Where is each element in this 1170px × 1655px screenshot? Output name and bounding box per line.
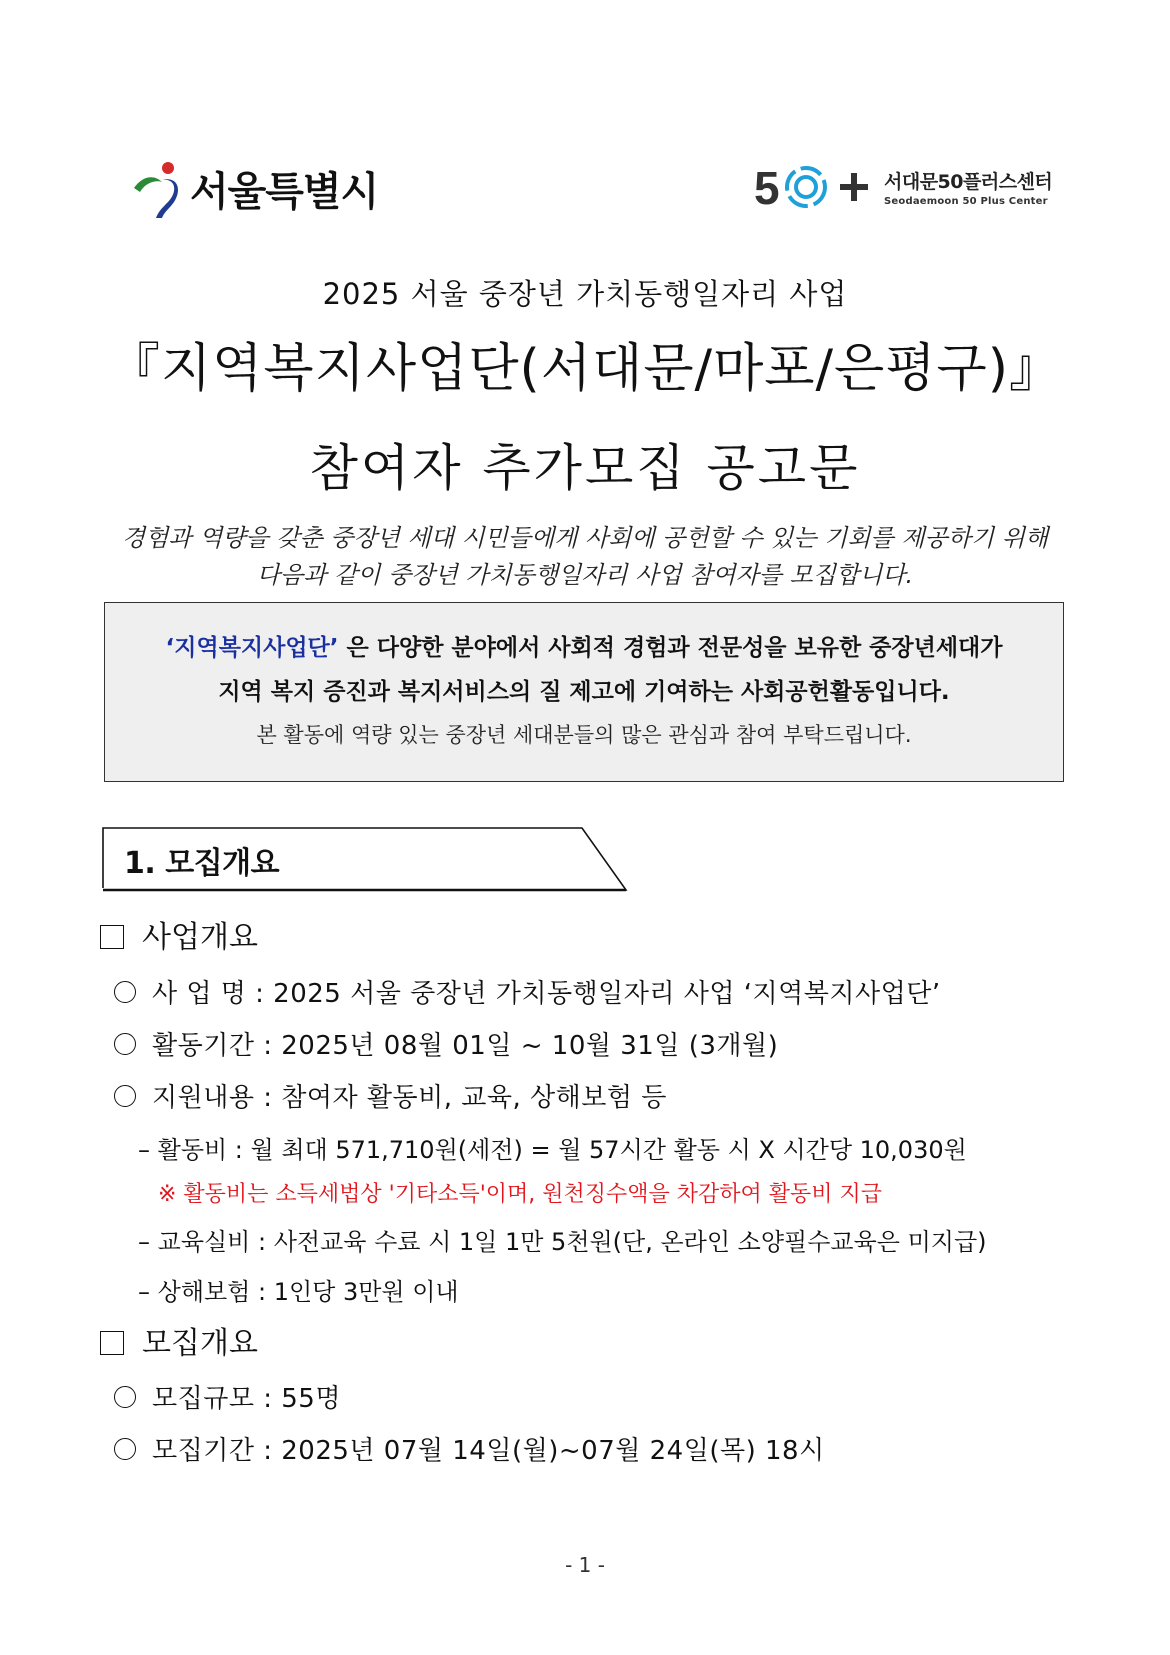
list-item bbox=[114, 1378, 341, 1415]
circle-bullet-icon bbox=[114, 1033, 136, 1055]
center-logo bbox=[754, 162, 1052, 212]
circle-bullet-icon bbox=[114, 1438, 136, 1460]
title-line-3: 참여자 추가모집 공고문 bbox=[309, 439, 861, 497]
intro-text bbox=[0, 520, 1170, 594]
business-overview-heading bbox=[100, 912, 258, 956]
business-name-text: 사 업 명 : 2025 서울 중장년 가치동행일자리 사업 ‘지역복지사업단’ bbox=[152, 979, 941, 1009]
center-50plus-icon bbox=[754, 162, 872, 212]
circle-bullet-icon bbox=[114, 1085, 136, 1107]
intro-line-1: 경험과 역량을 갖춘 중장년 세대 시민들에게 사회에 공헌할 수 있는 기회를 제공하기 위해 bbox=[121, 524, 1049, 552]
page-number: - 1 - bbox=[565, 1553, 605, 1577]
seoul-logo-text: 서울특별시 bbox=[190, 168, 379, 215]
section-1-header bbox=[102, 826, 628, 892]
list-item bbox=[114, 1025, 778, 1062]
list-item bbox=[114, 1430, 825, 1467]
notice-line-1-rest: 은 다양한 분야에서 사회적 경험과 전문성을 보유한 중장년세대가 bbox=[338, 635, 1003, 661]
square-bullet-icon bbox=[100, 925, 124, 949]
intro-line-2: 다음과 같이 중장년 가치동행일자리 사업 참여자를 모집합니다. bbox=[256, 561, 914, 589]
recruit-period-text: 모집기간 : 2025년 07월 14일(월)~07월 24일(목) 18시 bbox=[152, 1436, 825, 1466]
notice-highlight: ‘지역복지사업단’ bbox=[165, 635, 339, 661]
sub-item-activity-fee: – 활동비 : 월 최대 571,710원(세전) = 월 57시간 활동 시 X 시간당 10,030원 bbox=[138, 1136, 967, 1164]
sub-item-education-fee: – 교육실비 : 사전교육 수료 시 1일 1만 5천원(단, 온라인 소양필수교육은 미지급) bbox=[138, 1228, 987, 1256]
activity-period-text: 활동기간 : 2025년 08월 01일 ~ 10월 31일 (3개월) bbox=[152, 1031, 779, 1061]
title-line-1: 2025 서울 중장년 가치동행일자리 사업 bbox=[322, 277, 848, 311]
square-bullet-icon bbox=[100, 1331, 124, 1355]
list-item bbox=[114, 973, 941, 1010]
recruit-size-text: 모집규모 : 55명 bbox=[152, 1384, 341, 1414]
notice-line-2: 지역 복지 증진과 복지서비스의 질 제고에 기여하는 사회공헌활동입니다. bbox=[218, 679, 950, 705]
title-line-2: 『지역복지사업단(서대문/마포/은평구)』 bbox=[107, 339, 1063, 399]
svg-text:5: 5 bbox=[754, 162, 780, 212]
notice-box bbox=[104, 602, 1064, 782]
sub-item-insurance: – 상해보험 : 1인당 3만원 이내 bbox=[138, 1278, 459, 1306]
support-text: 지원내용 : 참여자 활동비, 교육, 상해보험 등 bbox=[152, 1083, 667, 1113]
circle-bullet-icon bbox=[114, 981, 136, 1003]
section-1-title: 1. 모집개요 bbox=[124, 846, 280, 881]
seoul-emblem-icon bbox=[132, 158, 188, 218]
notice-line-1 bbox=[105, 629, 1063, 662]
list-item bbox=[114, 1077, 667, 1114]
business-overview-label: 사업개요 bbox=[142, 920, 258, 955]
recruit-overview-heading bbox=[100, 1318, 258, 1362]
activity-fee-note: ※ 활동비는 소득세법상 '기타소득'이며, 원천징수액을 차감하여 활동비 지급 bbox=[158, 1182, 883, 1207]
center-logo-name: 서대문50플러스센터 bbox=[884, 171, 1053, 193]
notice-line-3: 본 활동에 역량 있는 중장년 세대분들의 많은 관심과 참여 부탁드립니다. bbox=[256, 723, 912, 747]
circle-bullet-icon bbox=[114, 1386, 136, 1408]
seoul-logo bbox=[132, 158, 378, 218]
center-logo-eng: Seodaemoon 50 Plus Center bbox=[884, 196, 1048, 207]
recruit-overview-label: 모집개요 bbox=[142, 1326, 258, 1361]
